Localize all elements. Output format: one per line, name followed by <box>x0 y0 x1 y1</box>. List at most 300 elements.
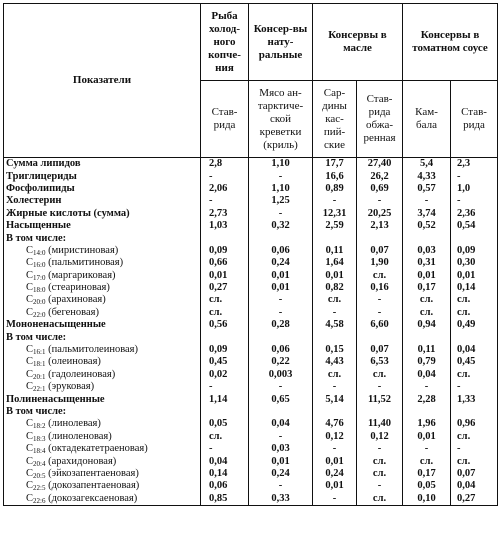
table-cell: - <box>201 381 249 393</box>
row-label <box>4 158 201 171</box>
table-row <box>4 294 498 306</box>
fatty-acid-index: 20:4 <box>33 459 46 468</box>
table-cell: сл. <box>451 307 498 319</box>
table-row <box>4 220 498 232</box>
row-label-text: Холестерин <box>6 195 62 207</box>
table-cell: сл. <box>357 270 403 282</box>
table-cell: сл. <box>403 307 451 319</box>
table-cell: 17,7 <box>313 158 357 171</box>
table-row <box>4 282 498 294</box>
fatty-acid-name: (гадолеиновая) <box>45 368 116 380</box>
table-cell: - <box>313 307 357 319</box>
table-cell: 0,09 <box>201 344 249 356</box>
table-cell: 0,24 <box>313 468 357 480</box>
table-cell: 0,45 <box>201 356 249 368</box>
row-label-text: Полиненасыщенные <box>6 393 105 405</box>
row-label-text: C <box>26 282 34 294</box>
row-label <box>4 220 201 232</box>
row-label <box>4 183 201 195</box>
table-row <box>4 344 498 356</box>
fatty-acid-index: 22:5 <box>33 484 46 493</box>
table-cell: 0,27 <box>201 282 249 294</box>
row-label-text: C <box>26 257 34 269</box>
table-cell: 0,09 <box>201 245 249 257</box>
table-cell: - <box>249 381 313 393</box>
table-cell: 1,03 <box>201 220 249 232</box>
group-header-natural-canned: Консер-вы нату-ральные <box>249 4 313 81</box>
row-label-text: C <box>26 492 34 504</box>
fatty-acid-index: 14:0 <box>33 248 46 257</box>
table-cell: 0,06 <box>201 480 249 492</box>
table-cell: 0,30 <box>451 257 498 269</box>
row-label <box>4 294 201 306</box>
table-cell: 1,96 <box>403 418 451 430</box>
table-cell <box>201 232 249 244</box>
table-cell <box>313 232 357 244</box>
table-body <box>4 158 498 506</box>
table-cell: сл. <box>313 369 357 381</box>
table-row <box>4 418 498 430</box>
table-cell: - <box>451 195 498 207</box>
table-cell: сл. <box>357 468 403 480</box>
row-label-text: C <box>26 443 34 455</box>
table-cell: - <box>313 493 357 506</box>
fatty-acid-index: 16:0 <box>33 261 46 270</box>
table-cell: - <box>249 480 313 492</box>
table-cell: 0,04 <box>403 369 451 381</box>
table-row <box>4 232 498 244</box>
subhead-stavrida-tomato: Став-рида <box>451 81 498 158</box>
row-label <box>4 307 201 319</box>
table-cell: 0,01 <box>249 455 313 467</box>
table-cell: 6,53 <box>357 356 403 368</box>
row-label <box>4 369 201 381</box>
table-cell: 0,003 <box>249 369 313 381</box>
table-cell <box>201 331 249 343</box>
table-cell: 0,57 <box>403 183 451 195</box>
table-cell: - <box>249 170 313 182</box>
table-cell: 0,45 <box>451 356 498 368</box>
table-cell <box>451 232 498 244</box>
table-cell: сл. <box>403 455 451 467</box>
table-cell: 0,12 <box>313 431 357 443</box>
table-cell: 1,64 <box>313 257 357 269</box>
table-cell: 0,27 <box>451 493 498 506</box>
table-cell: сл. <box>451 369 498 381</box>
fatty-acid-name: (стеариновая) <box>45 282 110 294</box>
table-cell: - <box>357 195 403 207</box>
table-cell: 1,25 <box>249 195 313 207</box>
table-cell <box>403 406 451 418</box>
row-label-text: Фосфолипиды <box>6 182 75 194</box>
fatty-acid-name: (олеиновая) <box>45 356 101 368</box>
table-cell: 0,17 <box>403 282 451 294</box>
row-label <box>4 245 201 257</box>
table-cell: 0,05 <box>201 418 249 430</box>
table-row <box>4 356 498 368</box>
row-label-text: В том числе: <box>6 232 67 244</box>
table-row <box>4 208 498 220</box>
row-label-text: Насыщенные <box>6 220 71 232</box>
table-cell: 0,56 <box>201 319 249 331</box>
row-label-text: C <box>26 430 34 442</box>
row-label-text: В том числе: <box>6 406 67 417</box>
table-cell: 11,52 <box>357 393 403 405</box>
table-row <box>4 443 498 455</box>
row-label <box>4 406 201 418</box>
table-row <box>4 431 498 443</box>
fatty-acid-name: (бегеновая) <box>45 306 99 318</box>
table-cell: - <box>403 381 451 393</box>
table-cell: сл. <box>201 431 249 443</box>
fatty-acid-name: (эйкозапентаеновая) <box>45 467 139 479</box>
nutrition-table-document <box>3 3 497 506</box>
fatty-acid-name: (докозапентаеновая) <box>45 480 140 492</box>
fatty-acid-index: 18:0 <box>33 286 46 295</box>
table-cell: 0,01 <box>249 270 313 282</box>
table-cell <box>451 331 498 343</box>
fatty-acid-name: (миристиновая) <box>45 244 119 256</box>
table-cell: сл. <box>403 294 451 306</box>
row-label <box>4 455 201 467</box>
table-cell: 0,14 <box>451 282 498 294</box>
row-label <box>4 331 201 343</box>
table-cell <box>451 406 498 418</box>
table-cell: 5,4 <box>403 158 451 171</box>
table-row <box>4 307 498 319</box>
table-cell: сл. <box>357 493 403 506</box>
lipid-composition-table <box>3 3 498 506</box>
table-row <box>4 393 498 405</box>
table-row <box>4 381 498 393</box>
fatty-acid-index: 22:1 <box>33 385 46 394</box>
row-label <box>4 170 201 182</box>
table-cell: 27,40 <box>357 158 403 171</box>
table-cell <box>201 406 249 418</box>
table-cell: 0,01 <box>403 270 451 282</box>
table-cell: 0,96 <box>451 418 498 430</box>
row-label <box>4 356 201 368</box>
table-cell: 1,14 <box>201 393 249 405</box>
table-cell: 2,59 <box>313 220 357 232</box>
table-cell: сл. <box>451 455 498 467</box>
subhead-stavrida-smoked: Став-рида <box>201 81 249 158</box>
table-cell: сл. <box>357 369 403 381</box>
table-row <box>4 170 498 182</box>
subhead-caspian-sardines: Сар-дины кас-пий-ские <box>313 81 357 158</box>
table-cell: 0,05 <box>403 480 451 492</box>
table-cell: 0,07 <box>357 344 403 356</box>
table-cell: - <box>403 195 451 207</box>
table-row <box>4 406 498 418</box>
table-cell: 0,01 <box>403 431 451 443</box>
table-row <box>4 195 498 207</box>
table-cell: сл. <box>357 455 403 467</box>
fatty-acid-index: 22:6 <box>33 496 46 505</box>
fatty-acid-index: 16:1 <box>33 348 46 357</box>
row-label <box>4 381 201 393</box>
table-cell: 2,13 <box>357 220 403 232</box>
table-cell: 0,02 <box>201 369 249 381</box>
table-cell <box>357 232 403 244</box>
table-cell <box>403 232 451 244</box>
table-cell: - <box>403 443 451 455</box>
table-cell: - <box>313 443 357 455</box>
table-cell <box>249 331 313 343</box>
table-cell: 0,04 <box>451 480 498 492</box>
table-cell: 2,3 <box>451 158 498 171</box>
table-cell: - <box>201 195 249 207</box>
table-row <box>4 270 498 282</box>
table-row <box>4 245 498 257</box>
fatty-acid-name: (октадекатетраеновая) <box>45 443 148 455</box>
table-cell <box>313 331 357 343</box>
row-label-text: C <box>26 368 34 380</box>
table-row <box>4 480 498 492</box>
table-cell: 0,94 <box>403 319 451 331</box>
table-cell: - <box>249 431 313 443</box>
row-label-text: C <box>26 356 34 368</box>
table-cell: 2,36 <box>451 208 498 220</box>
table-cell: - <box>249 307 313 319</box>
fatty-acid-index: 20:0 <box>33 298 46 307</box>
table-cell: 0,01 <box>451 270 498 282</box>
fatty-acid-name: (линолевая) <box>45 418 101 430</box>
row-label <box>4 431 201 443</box>
table-cell: - <box>357 443 403 455</box>
table-cell: 0,03 <box>249 443 313 455</box>
table-cell: 0,04 <box>249 418 313 430</box>
table-cell: 1,10 <box>249 183 313 195</box>
table-row <box>4 455 498 467</box>
table-cell: 0,14 <box>201 468 249 480</box>
table-cell: 0,04 <box>201 455 249 467</box>
table-cell: 0,31 <box>403 257 451 269</box>
table-cell: 0,24 <box>249 468 313 480</box>
subhead-krill: Мясо ан-тарктиче-ской креветки (криль) <box>249 81 313 158</box>
table-cell: 0,09 <box>451 245 498 257</box>
table-cell: сл. <box>313 294 357 306</box>
row-label <box>4 493 201 506</box>
table-cell: 0,12 <box>357 431 403 443</box>
table-cell: 0,03 <box>403 245 451 257</box>
table-cell: 0,01 <box>249 282 313 294</box>
table-cell: 0,01 <box>201 270 249 282</box>
fatty-acid-name: (арахидоновая) <box>45 455 117 467</box>
table-row <box>4 369 498 381</box>
row-label-text: C <box>26 306 34 318</box>
table-cell <box>357 406 403 418</box>
table-cell: сл. <box>201 294 249 306</box>
row-label <box>4 418 201 430</box>
table-cell <box>357 331 403 343</box>
table-cell: - <box>357 381 403 393</box>
table-cell: 0,22 <box>249 356 313 368</box>
fatty-acid-index: 18:1 <box>33 360 46 369</box>
table-cell: 0,66 <box>201 257 249 269</box>
table-cell: 0,07 <box>451 468 498 480</box>
table-row <box>4 468 498 480</box>
table-cell: 0,17 <box>403 468 451 480</box>
table-cell: 0,11 <box>403 344 451 356</box>
row-label-text: C <box>26 418 34 430</box>
table-cell: 0,79 <box>403 356 451 368</box>
table-cell <box>249 232 313 244</box>
row-label-text: C <box>26 455 34 467</box>
table-cell <box>403 331 451 343</box>
row-label <box>4 208 201 220</box>
row-label-text: Сумма липидов <box>6 158 81 170</box>
table-cell: 0,01 <box>313 480 357 492</box>
table-cell: 3,74 <box>403 208 451 220</box>
row-label <box>4 282 201 294</box>
table-cell: - <box>201 443 249 455</box>
table-cell: 0,65 <box>249 393 313 405</box>
table-cell: сл. <box>451 294 498 306</box>
row-label <box>4 480 201 492</box>
row-label <box>4 344 201 356</box>
fatty-acid-name: (линоленовая) <box>45 430 112 442</box>
table-cell: - <box>313 195 357 207</box>
row-label <box>4 232 201 244</box>
subhead-flounder: Кам-бала <box>403 81 451 158</box>
table-cell: 0,54 <box>451 220 498 232</box>
table-cell: 1,33 <box>451 393 498 405</box>
table-cell: - <box>357 294 403 306</box>
row-label-text: Триглицериды <box>6 170 77 182</box>
table-cell: 0,10 <box>403 493 451 506</box>
table-cell: 0,04 <box>451 344 498 356</box>
group-header-canned-in-tomato: Консервы в томатном соусе <box>403 4 498 81</box>
table-row <box>4 158 498 171</box>
table-row <box>4 257 498 269</box>
table-cell: 0,32 <box>249 220 313 232</box>
table-cell: 20,25 <box>357 208 403 220</box>
table-cell: 0,28 <box>249 319 313 331</box>
table-cell: 11,40 <box>357 418 403 430</box>
fatty-acid-index: 18:4 <box>33 447 46 456</box>
row-label-text: C <box>26 269 34 281</box>
table-row <box>4 183 498 195</box>
table-cell: 0,85 <box>201 493 249 506</box>
subhead-fried-stavrida: Став-рида обжа-ренная <box>357 81 403 158</box>
table-cell: 26,2 <box>357 170 403 182</box>
fatty-acid-name: (эруковая) <box>45 381 95 393</box>
fatty-acid-name: (пальмитиновая) <box>45 257 124 269</box>
fatty-acid-index: 20:5 <box>33 471 46 480</box>
row-label-text: C <box>26 381 34 393</box>
group-header-smoked-fish: Рыба холод-ного копче-ния <box>201 4 249 81</box>
table-cell: 6,60 <box>357 319 403 331</box>
table-cell: - <box>451 443 498 455</box>
table-cell <box>249 406 313 418</box>
table-cell: 0,16 <box>357 282 403 294</box>
table-cell: - <box>313 381 357 393</box>
row-label <box>4 393 201 405</box>
table-cell: 4,58 <box>313 319 357 331</box>
table-cell: 2,28 <box>403 393 451 405</box>
row-label <box>4 270 201 282</box>
table-cell: 4,43 <box>313 356 357 368</box>
table-cell: 0,52 <box>403 220 451 232</box>
table-cell: 0,24 <box>249 257 313 269</box>
table-cell: 0,33 <box>249 493 313 506</box>
fatty-acid-index: 20:1 <box>33 372 46 381</box>
fatty-acid-index: 22:0 <box>33 310 46 319</box>
table-cell: 0,01 <box>313 270 357 282</box>
table-cell: 12,31 <box>313 208 357 220</box>
table-cell: - <box>451 381 498 393</box>
table-cell: 2,06 <box>201 183 249 195</box>
indicator-header: Показатели <box>4 4 201 158</box>
table-cell: сл. <box>451 431 498 443</box>
table-cell: - <box>357 480 403 492</box>
fatty-acid-index: 17:0 <box>33 273 46 282</box>
group-header-canned-in-oil: Консервы в масле <box>313 4 403 81</box>
table-cell: - <box>249 294 313 306</box>
row-label-text: C <box>26 480 34 492</box>
table-cell: 0,69 <box>357 183 403 195</box>
table-cell: 0,11 <box>313 245 357 257</box>
table-cell: - <box>451 170 498 182</box>
table-cell: 16,6 <box>313 170 357 182</box>
row-label-text: В том числе: <box>6 331 67 343</box>
table-cell: - <box>357 307 403 319</box>
row-label <box>4 468 201 480</box>
table-cell: 0,15 <box>313 344 357 356</box>
table-cell: 0,06 <box>249 344 313 356</box>
fatty-acid-index: 18:2 <box>33 422 46 431</box>
fatty-acid-name: (пальмитолеиновая) <box>45 344 139 356</box>
table-cell: - <box>249 208 313 220</box>
table-cell: 0,06 <box>249 245 313 257</box>
row-label-text: C <box>26 244 34 256</box>
table-row <box>4 493 498 506</box>
table-cell: 2,8 <box>201 158 249 171</box>
fatty-acid-index: 18:3 <box>33 434 46 443</box>
table-cell: 0,82 <box>313 282 357 294</box>
row-label-text: Мононенасыщенные <box>6 319 106 331</box>
table-cell: 1,10 <box>249 158 313 171</box>
table-cell: 1,90 <box>357 257 403 269</box>
table-row <box>4 319 498 331</box>
row-label-text: C <box>26 467 34 479</box>
fatty-acid-name: (маргариковая) <box>45 269 116 281</box>
table-cell: сл. <box>201 307 249 319</box>
fatty-acid-name: (докозагексаеновая) <box>45 492 138 504</box>
table-cell: 4,76 <box>313 418 357 430</box>
table-cell: 5,14 <box>313 393 357 405</box>
table-cell: 0,89 <box>313 183 357 195</box>
table-cell: 1,0 <box>451 183 498 195</box>
row-label <box>4 257 201 269</box>
table-cell: 0,01 <box>313 455 357 467</box>
table-cell: 2,73 <box>201 208 249 220</box>
table-cell: 4,33 <box>403 170 451 182</box>
row-label <box>4 319 201 331</box>
table-cell: - <box>201 170 249 182</box>
table-cell: 0,07 <box>357 245 403 257</box>
table-cell <box>313 406 357 418</box>
table-row <box>4 331 498 343</box>
row-label <box>4 195 201 207</box>
fatty-acid-name: (арахиновая) <box>45 294 106 306</box>
table-cell: 0,49 <box>451 319 498 331</box>
row-label-text: C <box>26 294 34 306</box>
row-label <box>4 443 201 455</box>
row-label-text: C <box>26 344 34 356</box>
row-label-text: Жирные кислоты (сумма) <box>6 207 130 219</box>
